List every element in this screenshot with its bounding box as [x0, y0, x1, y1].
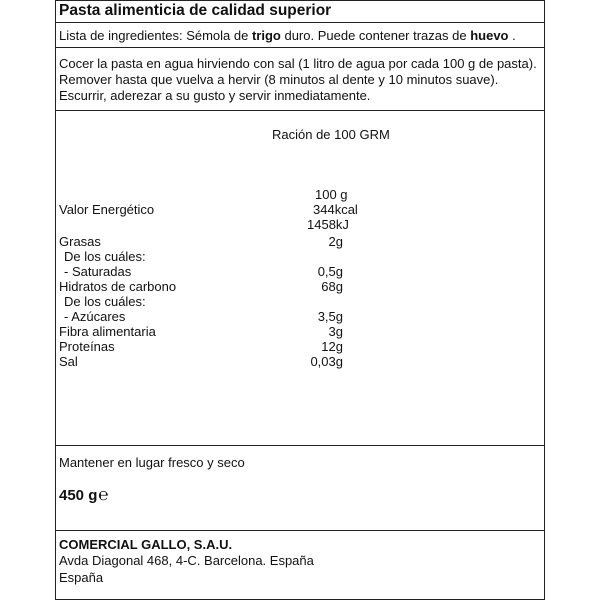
ingredients-divider: [55, 47, 545, 48]
row-proteinas-label: Proteínas: [59, 339, 115, 354]
title-divider: [55, 22, 545, 23]
net-weight: 450 g℮: [59, 485, 109, 504]
instructions-divider: [55, 110, 545, 111]
row-azucares-value: 3,5g: [317, 309, 343, 324]
energy-kj: 1458kJ: [307, 217, 349, 232]
top-border: [55, 0, 545, 1]
row-proteinas-value: 12g: [321, 339, 343, 354]
row-hidratos-value: 68g: [321, 279, 343, 294]
allergen-trigo: trigo: [251, 28, 281, 43]
row-fibra-value: 3g: [328, 324, 343, 339]
energy-label: Valor Energético: [59, 202, 155, 217]
storage-instructions: Mantener en lugar fresco y seco: [59, 455, 245, 470]
instruction-line-1: Cocer la pasta en agua hirviendo con sal (1 litro de agua por cada 100 g de pasta).: [59, 56, 537, 71]
row-hidratos-label: Hidratos de carbono: [59, 279, 177, 294]
column-header: 100 g: [315, 187, 348, 202]
energy-kcal: 344kcal: [313, 202, 358, 217]
row-grasas-value: 2g: [328, 234, 343, 249]
instruction-line-2: Remover hasta que vuelva a hervir (8 minutos al dente y 10 minutos suave).: [59, 72, 499, 87]
product-title: Pasta alimenticia de calidad superior: [59, 2, 332, 19]
row-de-los-cuales-1: De los cuáles:: [64, 249, 146, 264]
weight-divider: [55, 530, 545, 531]
row-sal-label: Sal: [59, 354, 78, 369]
company-name: COMERCIAL GALLO, S.A.U.: [59, 537, 233, 552]
company-country: España: [59, 570, 104, 585]
row-grasas-label: Grasas: [59, 234, 101, 249]
allergen-huevo: huevo: [470, 28, 509, 43]
row-azucares-label: - Azúcares: [64, 309, 126, 324]
row-de-los-cuales-2: De los cuáles:: [64, 294, 146, 309]
estimated-sign-icon: ℮: [98, 485, 109, 504]
ingredients-list: Lista de ingredientes: Sémola de trigo duro. Puede contener trazas de huevo .: [59, 28, 516, 43]
instruction-line-3: Escurrir, aderezar a su gusto y servir inmediatamente.: [59, 88, 371, 103]
row-saturadas-label: - Saturadas: [64, 264, 132, 279]
serving-size: Ración de 100 GRM: [272, 127, 390, 142]
row-saturadas-value: 0,5g: [317, 264, 343, 279]
company-address: Avda Diagonal 468, 4-C. Barcelona. España: [59, 553, 314, 568]
nutrition-divider: [55, 445, 545, 446]
row-sal-value: 0,03g: [310, 354, 343, 369]
row-fibra-label: Fibra alimentaria: [59, 324, 156, 339]
